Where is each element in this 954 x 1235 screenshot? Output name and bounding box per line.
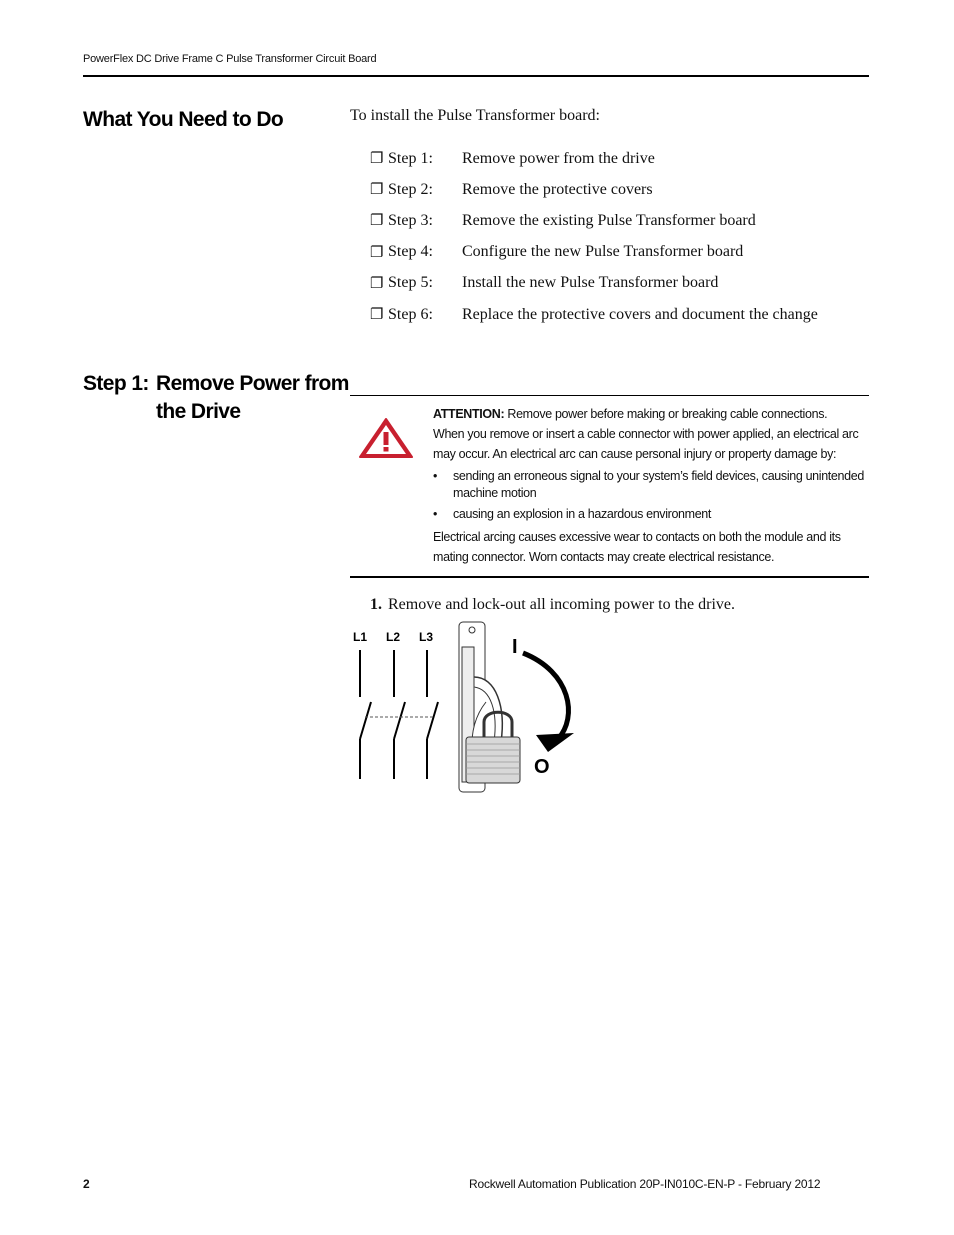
step-text: Remove the protective covers — [462, 180, 653, 198]
step-number: Step 2: — [388, 180, 433, 198]
section-title-step1-line1: Remove Power from — [156, 372, 349, 395]
line-label-l3: L3 — [419, 630, 434, 644]
rotate-arrow-icon — [523, 653, 574, 752]
step-number: Step 6: — [388, 305, 433, 323]
checklist-item — [370, 143, 818, 174]
warning-triangle-icon — [358, 417, 414, 459]
step-text: Replace the protective covers and document the change — [462, 305, 818, 323]
switch-contacts — [360, 650, 438, 779]
step-number: Step 4: — [388, 243, 433, 261]
checkbox-icon: ❐ — [370, 307, 384, 324]
attention-bullet: • sending an erroneous signal to your system’s field devices, causing unintended machine motion — [433, 468, 869, 502]
checklist-item — [370, 237, 818, 268]
step-number: Step 5: — [388, 274, 433, 292]
instruction-text: Remove and lock-out all incoming power to the drive. — [388, 596, 736, 613]
on-label: I — [512, 636, 518, 658]
section-title-what-you-need: What You Need to Do — [83, 108, 284, 131]
checklist-item — [370, 299, 818, 330]
instruction-number: 1. — [370, 596, 382, 613]
header-rule — [83, 75, 869, 77]
publication-footer: Rockwell Automation Publication 20P-IN010C-EN-P - February 2012 — [469, 1177, 821, 1191]
step-number: Step 1: — [388, 149, 433, 167]
checklist-item — [370, 268, 818, 299]
attention-top-rule — [350, 395, 869, 396]
attention-label: ATTENTION: — [433, 407, 505, 421]
step-checklist — [370, 143, 818, 330]
step-text: Remove power from the drive — [462, 149, 655, 167]
section-title-step1-line2: the Drive — [156, 400, 241, 423]
attention-bullet-text: causing an explosion in a hazardous environment — [453, 507, 712, 521]
section-title-step1-prefix: Step 1: — [83, 372, 149, 395]
running-header: PowerFlex DC Drive Frame C Pulse Transformer Circuit Board — [83, 53, 377, 65]
line-label-l1: L1 — [353, 630, 368, 644]
checkbox-icon: ❐ — [370, 182, 384, 199]
step-text: Configure the new Pulse Transformer board — [462, 243, 744, 261]
attention-bottom-rule — [350, 576, 869, 578]
off-label: O — [534, 756, 550, 778]
line-label-l2: L2 — [386, 630, 401, 644]
checkbox-icon: ❐ — [370, 213, 384, 230]
instruction-step — [370, 596, 735, 614]
checklist-item — [370, 205, 818, 236]
checkbox-icon: ❐ — [370, 275, 384, 292]
step-text: Install the new Pulse Transformer board — [462, 274, 719, 292]
checkbox-icon: ❐ — [370, 151, 384, 168]
attention-block — [433, 404, 869, 567]
attention-bullet-text: sending an erroneous signal to your system’s field devices, causing unintended machine motion — [453, 469, 864, 500]
checklist-item — [370, 174, 818, 205]
attention-body: When you remove or insert a cable connector with power applied, an electrical arc may occur. An electrical arc can cause personal injury or property damage by: — [433, 427, 859, 461]
attention-first-line: Remove power before making or breaking cable connections. — [507, 407, 828, 421]
step-text: Remove the existing Pulse Transformer board — [462, 211, 756, 229]
attention-bullet: • causing an explosion in a hazardous environment — [433, 507, 712, 521]
checkbox-icon: ❐ — [370, 244, 384, 261]
page-number: 2 — [83, 1177, 90, 1191]
attention-closing: Electrical arcing causes excessive wear to contacts on both the module and its mating connector. Worn contacts may create electrical resistance. — [433, 530, 841, 564]
step-number: Step 3: — [388, 211, 433, 229]
lockout-disconnect-figure — [346, 617, 586, 797]
intro-text: To install the Pulse Transformer board: — [350, 107, 600, 124]
